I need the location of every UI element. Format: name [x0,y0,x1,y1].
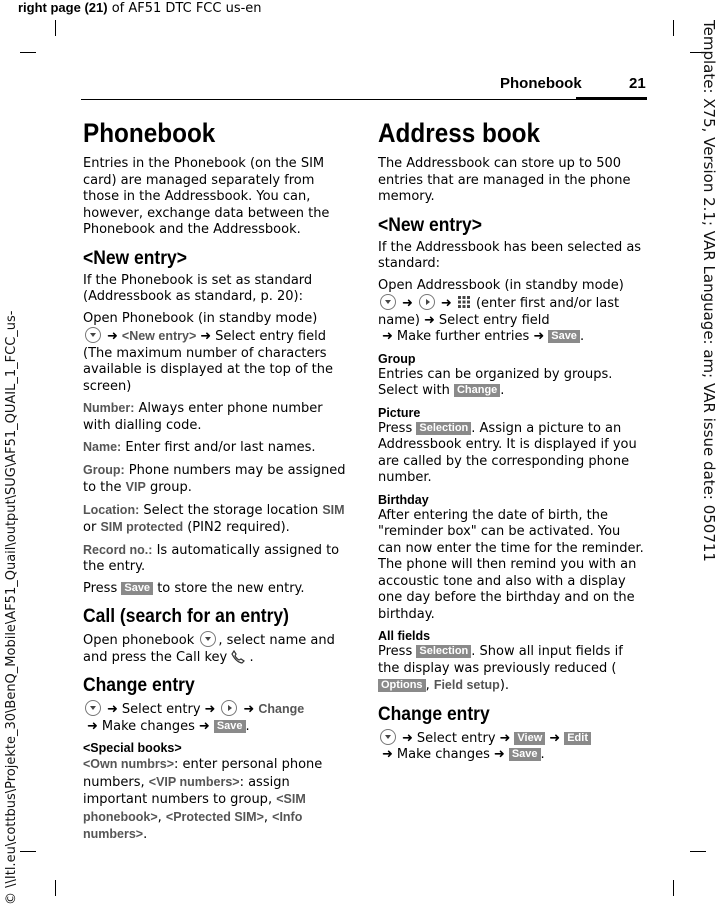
all-fields-heading: All fields [378,629,431,643]
nav-key-right-icon [419,294,435,310]
view-softkey: View [514,732,545,745]
special-books-heading: <Special books> [83,741,182,755]
header-rule-thick [576,97,647,100]
nav-key-down-icon [380,294,396,310]
crop-mark [55,880,56,896]
call-paragraph: Open phonebook , select name and and press the Call key . [83,633,335,665]
save-instruction: Press Save to store the new entry. [83,580,305,596]
arrow-icon: ➜ [533,329,545,344]
name-field: Name: Enter first and/or last names. [83,440,316,455]
arrow-icon: ➜ [243,702,255,717]
arrow-icon: ➜ [402,296,413,311]
file-path-note: © \\Itl.eu\cottbus\Projekte_30\BenQ_Mobile\AF51_Quail\output\SUG\AF51_QUAIL_1_FCC_us- [4,310,19,905]
change-softkey: Change [454,384,500,397]
running-head: Phonebook [500,75,582,92]
picture-paragraph: Press Selection . Assign a picture to an Addressbook entry. It is displayed if you are called by the corresponding phone number. [378,420,637,485]
address-book-title: Address book [378,118,541,148]
change-entry-heading: Change entry [83,675,195,696]
new-entry-steps: Open Phonebook (in standby mode) ➜ <New entry> ➜ Select entry field (The maximum number of characters available is displayed at the top of the screen) [83,310,333,394]
right-column [378,112,646,769]
location-field: Location: Select the storage location SIM or SIM protected (PIN2 required). [83,502,345,535]
page-number: 21 [629,75,646,92]
call-heading: Call (search for an entry) [83,606,289,627]
arrow-icon: ➜ [402,730,413,746]
arrow-icon: ➜ [499,730,511,746]
left-column [83,112,353,849]
crop-mark [673,20,674,36]
options-softkey: Options [378,679,426,692]
address-new-entry-steps: Open Addressbook (in standby mode) ➜ ➜ (enter first and/or last name) ➜ Select entry field ➜ Make further entries ➜ Save . [378,277,624,344]
arrow-icon: ➜ [423,312,435,328]
selection-softkey: Selection [416,645,471,658]
group-field: Group: Phone numbers may be assigned to the VIP group. [83,462,346,495]
address-change-entry-heading: Change entry [378,703,490,725]
address-new-entry-heading: <New entry> [378,214,482,236]
intro-paragraph: Entries in the Phonebook (on the SIM card) are managed separately from those in the Addressbook. You can, however, exchange data between the Phonebook and the Addressbook. [83,156,330,237]
save-softkey: Save [548,330,580,343]
special-books-paragraph: <Own numbrs>: enter personal phone numbers, <VIP numbers>: assign important numbers to group, <SIM phonebook>, <Protected SIM>, <Info numbers>. [83,757,323,842]
arrow-icon: ➜ [493,747,505,762]
call-key-icon [231,650,245,664]
arrow-icon: ➜ [107,702,118,717]
nav-key-right-icon [221,700,237,716]
crop-mark [20,52,36,53]
arrow-icon: ➜ [200,329,212,344]
all-fields-paragraph: Press Selection . Show all input fields if the display was previously reduced (Options , Field setup). [378,644,623,693]
crop-mark [55,20,56,36]
arrow-icon: ➜ [87,718,98,734]
edit-softkey: Edit [564,732,591,745]
arrow-icon: ➜ [204,702,216,717]
nav-key-down-icon [380,729,396,745]
group-paragraph: Entries can be organized by groups. Select with Change . [378,366,613,398]
crop-mark [20,851,36,852]
address-new-entry-paragraph: If the Addressbook has been selected as standard: [378,239,642,271]
arrow-icon: ➜ [382,329,393,344]
new-entry-heading: <New entry> [83,247,187,269]
save-softkey: Save [214,720,246,733]
birthday-paragraph: After entering the date of birth, the "reminder box" can be activated. You can now enter the time for the reminder. The phone will then remind you with an accoustic tone and also with a display one day before the birthday and on the birthday. [378,507,644,622]
birthday-heading: Birthday [378,492,429,507]
nav-key-down-icon [85,700,101,716]
arrow-icon: ➜ [107,329,118,344]
number-field: Number: Always enter phone number with dialling code. [83,401,323,433]
save-softkey: Save [509,748,541,761]
address-intro: The Addressbook can store up to 500 entries that are managed in the phone memory. [378,156,631,204]
record-field: Record no.: Is automatically assigned to the entry. [83,542,340,574]
picture-heading: Picture [378,405,421,420]
nav-key-down-icon [85,327,101,343]
address-change-steps: ➜ Select entry ➜ View ➜ Edit ➜ Make changes ➜ Save . [378,729,646,764]
template-note: Template: X75, Version 2.1; VAR Language: am; VAR issue date: 050711 [700,20,718,562]
crop-mark [673,880,674,896]
change-entry-steps: ➜ Select entry ➜ ➜ Change ➜ Make changes ➜ Save . [83,700,353,735]
selection-softkey: Selection [416,422,471,435]
save-softkey: Save [121,582,153,595]
header-rule [81,99,647,100]
nav-key-down-icon [200,631,216,647]
arrow-icon: ➜ [440,296,452,311]
group-heading: Group [378,351,416,366]
new-entry-paragraph: If the Phonebook is set as standard (Addressbook as standard, p. 20): [83,272,313,304]
arrow-icon: ➜ [382,747,393,762]
arrow-icon: ➜ [198,718,210,734]
page-title: Phonebook [83,118,216,148]
crop-mark [690,851,706,852]
keypad-icon [456,294,472,310]
arrow-icon: ➜ [549,730,561,746]
print-note: right page (21) of AF51 DTC FCC us-en [18,0,262,16]
